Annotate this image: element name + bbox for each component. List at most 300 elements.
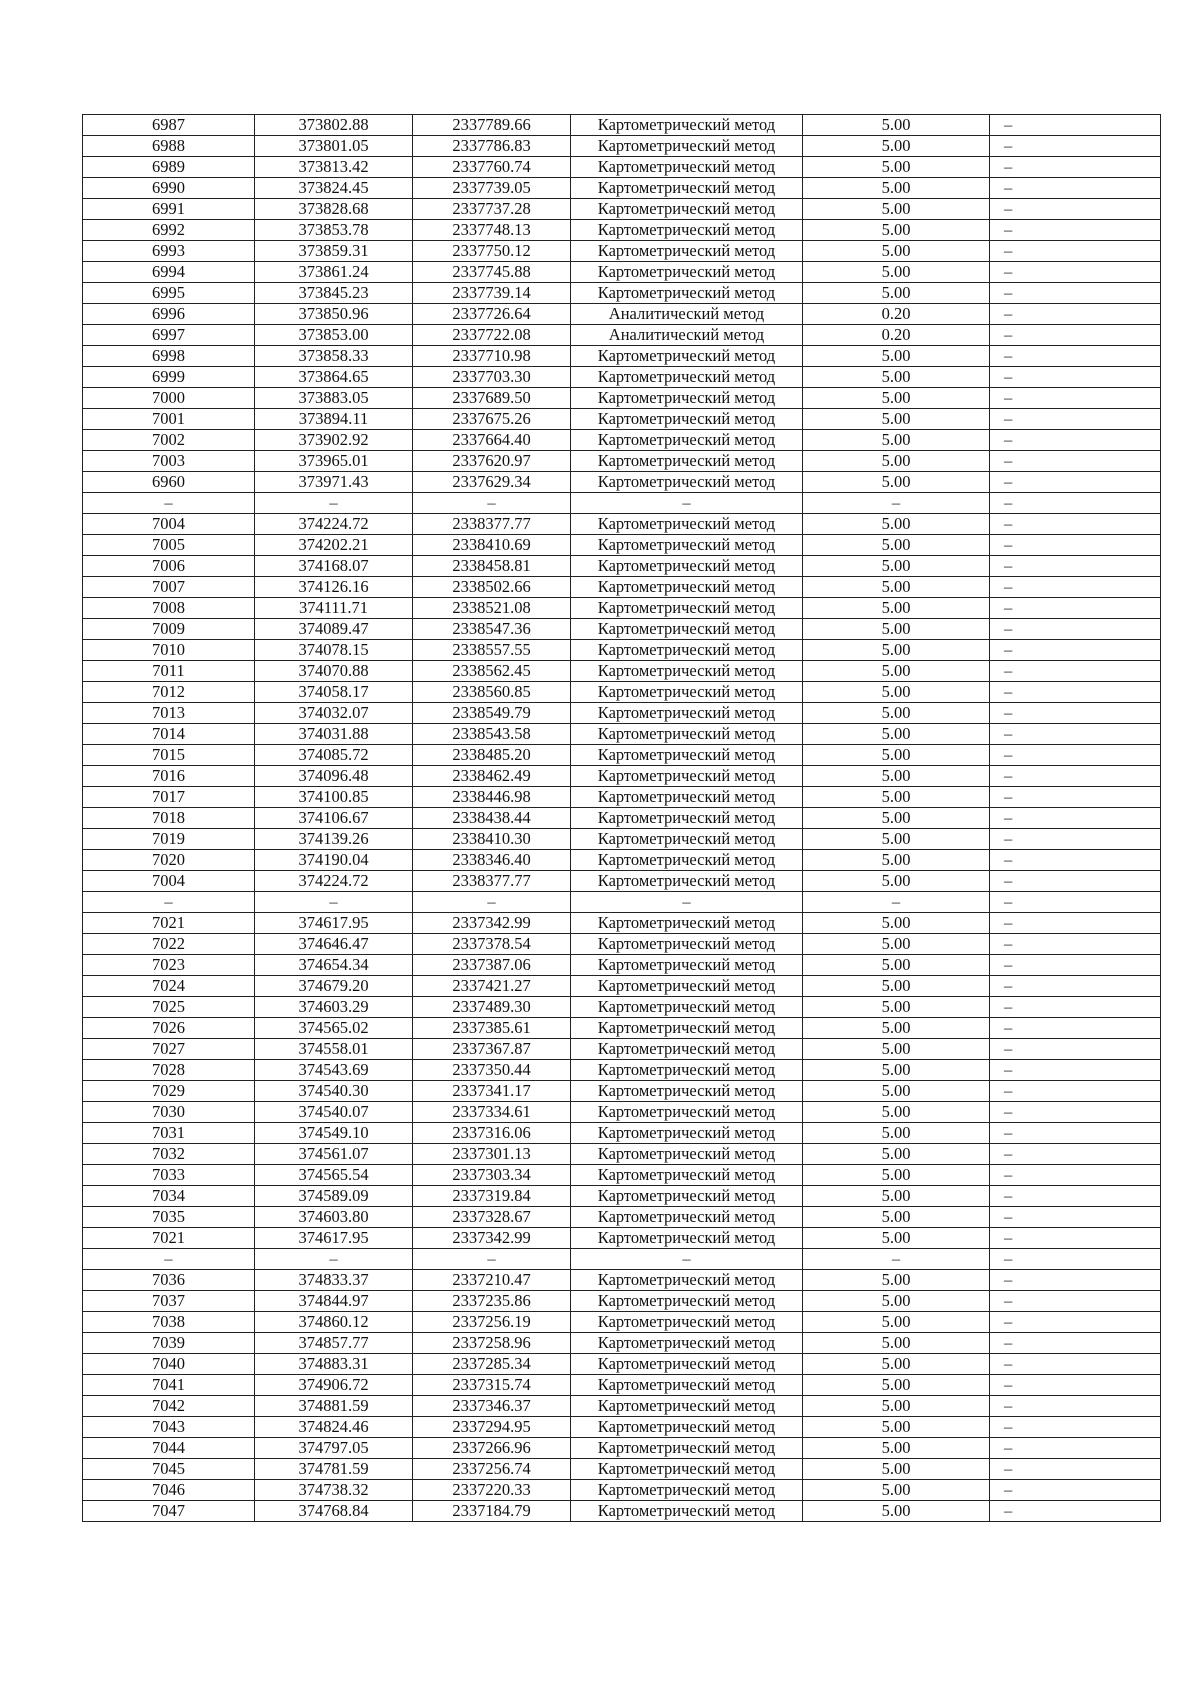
table-row: [83, 1270, 1161, 1291]
accuracy-cell: 5.00: [803, 808, 990, 829]
extra-cell: –: [990, 640, 1161, 661]
point-number-cell: 7034: [83, 1186, 255, 1207]
accuracy-cell: 5.00: [803, 1144, 990, 1165]
accuracy-cell: 5.00: [803, 220, 990, 241]
extra-cell: –: [990, 1081, 1161, 1102]
y-coordinate-cell: –: [413, 493, 571, 514]
table-row: [83, 1102, 1161, 1123]
x-coordinate-cell: 374654.34: [255, 955, 413, 976]
table-row: [83, 703, 1161, 724]
x-coordinate-cell: 374833.37: [255, 1270, 413, 1291]
extra-cell: –: [990, 1207, 1161, 1228]
point-number-cell: 6995: [83, 283, 255, 304]
accuracy-cell: 5.00: [803, 1102, 990, 1123]
x-coordinate-cell: 373858.33: [255, 346, 413, 367]
x-coordinate-cell: 374126.16: [255, 577, 413, 598]
point-number-cell: –: [83, 493, 255, 514]
y-coordinate-cell: 2337385.61: [413, 1018, 571, 1039]
accuracy-cell: 5.00: [803, 451, 990, 472]
method-cell: Картометрический метод: [571, 472, 803, 493]
extra-cell: –: [990, 472, 1161, 493]
x-coordinate-cell: 374881.59: [255, 1396, 413, 1417]
y-coordinate-cell: 2338485.20: [413, 745, 571, 766]
method-cell: Картометрический метод: [571, 619, 803, 640]
accuracy-cell: 5.00: [803, 1018, 990, 1039]
separator-row: [83, 1249, 1161, 1270]
accuracy-cell: 5.00: [803, 640, 990, 661]
table-row: [83, 1354, 1161, 1375]
x-coordinate-cell: 374058.17: [255, 682, 413, 703]
accuracy-cell: 5.00: [803, 703, 990, 724]
x-coordinate-cell: 374224.72: [255, 871, 413, 892]
accuracy-cell: 5.00: [803, 661, 990, 682]
method-cell: Картометрический метод: [571, 514, 803, 535]
accuracy-cell: 5.00: [803, 1354, 990, 1375]
extra-cell: –: [990, 409, 1161, 430]
y-coordinate-cell: 2337739.14: [413, 283, 571, 304]
accuracy-cell: 5.00: [803, 1123, 990, 1144]
extra-cell: –: [990, 157, 1161, 178]
accuracy-cell: 5.00: [803, 514, 990, 535]
point-number-cell: 7032: [83, 1144, 255, 1165]
point-number-cell: 7039: [83, 1333, 255, 1354]
extra-cell: –: [990, 514, 1161, 535]
table-row: [83, 1186, 1161, 1207]
extra-cell: –: [990, 997, 1161, 1018]
extra-cell: –: [990, 1249, 1161, 1270]
method-cell: Картометрический метод: [571, 829, 803, 850]
table-row: [83, 136, 1161, 157]
method-cell: Картометрический метод: [571, 1270, 803, 1291]
y-coordinate-cell: 2337220.33: [413, 1480, 571, 1501]
y-coordinate-cell: 2337303.34: [413, 1165, 571, 1186]
accuracy-cell: 5.00: [803, 367, 990, 388]
x-coordinate-cell: 374558.01: [255, 1039, 413, 1060]
table-row: [83, 1081, 1161, 1102]
extra-cell: –: [990, 493, 1161, 514]
separator-row: [83, 493, 1161, 514]
y-coordinate-cell: 2338458.81: [413, 556, 571, 577]
x-coordinate-cell: 374190.04: [255, 850, 413, 871]
accuracy-cell: 5.00: [803, 136, 990, 157]
point-number-cell: 6989: [83, 157, 255, 178]
point-number-cell: 7007: [83, 577, 255, 598]
point-number-cell: 7047: [83, 1501, 255, 1522]
table-row: [83, 724, 1161, 745]
y-coordinate-cell: 2337750.12: [413, 241, 571, 262]
extra-cell: –: [990, 808, 1161, 829]
method-cell: Картометрический метод: [571, 262, 803, 283]
y-coordinate-cell: 2337210.47: [413, 1270, 571, 1291]
table-row: [83, 241, 1161, 262]
point-number-cell: 6992: [83, 220, 255, 241]
method-cell: Картометрический метод: [571, 1354, 803, 1375]
y-coordinate-cell: 2337710.98: [413, 346, 571, 367]
extra-cell: –: [990, 241, 1161, 262]
method-cell: –: [571, 1249, 803, 1270]
point-number-cell: 7009: [83, 619, 255, 640]
y-coordinate-cell: 2337703.30: [413, 367, 571, 388]
point-number-cell: 7001: [83, 409, 255, 430]
extra-cell: –: [990, 451, 1161, 472]
accuracy-cell: 5.00: [803, 577, 990, 598]
accuracy-cell: 5.00: [803, 115, 990, 136]
y-coordinate-cell: 2338462.49: [413, 766, 571, 787]
method-cell: Картометрический метод: [571, 1501, 803, 1522]
x-coordinate-cell: 373853.78: [255, 220, 413, 241]
x-coordinate-cell: 374768.84: [255, 1501, 413, 1522]
point-number-cell: 7004: [83, 871, 255, 892]
y-coordinate-cell: 2337258.96: [413, 1333, 571, 1354]
table-row: [83, 1501, 1161, 1522]
extra-cell: –: [990, 283, 1161, 304]
y-coordinate-cell: 2337387.06: [413, 955, 571, 976]
accuracy-cell: 5.00: [803, 1165, 990, 1186]
method-cell: Картометрический метод: [571, 1186, 803, 1207]
point-number-cell: 7000: [83, 388, 255, 409]
method-cell: Картометрический метод: [571, 1018, 803, 1039]
method-cell: Картометрический метод: [571, 1480, 803, 1501]
accuracy-cell: 5.00: [803, 178, 990, 199]
table-row: [83, 1018, 1161, 1039]
table-row: [83, 1480, 1161, 1501]
point-number-cell: 6996: [83, 304, 255, 325]
y-coordinate-cell: 2337421.27: [413, 976, 571, 997]
y-coordinate-cell: 2338410.30: [413, 829, 571, 850]
y-coordinate-cell: 2337328.67: [413, 1207, 571, 1228]
table-row: [83, 997, 1161, 1018]
extra-cell: –: [990, 1060, 1161, 1081]
method-cell: Картометрический метод: [571, 556, 803, 577]
extra-cell: –: [990, 262, 1161, 283]
table-row: [83, 913, 1161, 934]
point-number-cell: 6999: [83, 367, 255, 388]
method-cell: Картометрический метод: [571, 1165, 803, 1186]
x-coordinate-cell: 374168.07: [255, 556, 413, 577]
extra-cell: –: [990, 1354, 1161, 1375]
extra-cell: –: [990, 1333, 1161, 1354]
y-coordinate-cell: 2337620.97: [413, 451, 571, 472]
x-coordinate-cell: 374646.47: [255, 934, 413, 955]
table-row: [83, 451, 1161, 472]
x-coordinate-cell: 374797.05: [255, 1438, 413, 1459]
accuracy-cell: 5.00: [803, 346, 990, 367]
accuracy-cell: 5.00: [803, 241, 990, 262]
y-coordinate-cell: 2338346.40: [413, 850, 571, 871]
x-coordinate-cell: 374679.20: [255, 976, 413, 997]
method-cell: Картометрический метод: [571, 787, 803, 808]
y-coordinate-cell: 2337737.28: [413, 199, 571, 220]
x-coordinate-cell: 374111.71: [255, 598, 413, 619]
extra-cell: –: [990, 745, 1161, 766]
method-cell: Аналитический метод: [571, 325, 803, 346]
y-coordinate-cell: 2337489.30: [413, 997, 571, 1018]
extra-cell: –: [990, 1396, 1161, 1417]
extra-cell: –: [990, 661, 1161, 682]
extra-cell: –: [990, 619, 1161, 640]
point-number-cell: 7043: [83, 1417, 255, 1438]
point-number-cell: 7013: [83, 703, 255, 724]
table-row: [83, 1291, 1161, 1312]
x-coordinate-cell: 374860.12: [255, 1312, 413, 1333]
method-cell: Картометрический метод: [571, 871, 803, 892]
table-row: [83, 1438, 1161, 1459]
table-row: [83, 619, 1161, 640]
y-coordinate-cell: 2337316.06: [413, 1123, 571, 1144]
accuracy-cell: 5.00: [803, 1396, 990, 1417]
method-cell: Картометрический метод: [571, 241, 803, 262]
method-cell: Картометрический метод: [571, 703, 803, 724]
x-coordinate-cell: 374224.72: [255, 514, 413, 535]
point-number-cell: 6993: [83, 241, 255, 262]
method-cell: Картометрический метод: [571, 1060, 803, 1081]
x-coordinate-cell: 373894.11: [255, 409, 413, 430]
extra-cell: –: [990, 1501, 1161, 1522]
extra-cell: –: [990, 535, 1161, 556]
table-row: [83, 829, 1161, 850]
point-number-cell: 7010: [83, 640, 255, 661]
x-coordinate-cell: 374202.21: [255, 535, 413, 556]
y-coordinate-cell: 2338377.77: [413, 871, 571, 892]
accuracy-cell: 5.00: [803, 976, 990, 997]
table-row: [83, 304, 1161, 325]
point-number-cell: 7033: [83, 1165, 255, 1186]
method-cell: Картометрический метод: [571, 178, 803, 199]
table-row: [83, 1312, 1161, 1333]
x-coordinate-cell: 373801.05: [255, 136, 413, 157]
x-coordinate-cell: –: [255, 892, 413, 913]
y-coordinate-cell: 2338502.66: [413, 577, 571, 598]
x-coordinate-cell: 374100.85: [255, 787, 413, 808]
point-number-cell: 7041: [83, 1375, 255, 1396]
x-coordinate-cell: 374070.88: [255, 661, 413, 682]
table-row: [83, 661, 1161, 682]
method-cell: Картометрический метод: [571, 1102, 803, 1123]
extra-cell: –: [990, 577, 1161, 598]
table-row: [83, 157, 1161, 178]
method-cell: Картометрический метод: [571, 283, 803, 304]
extra-cell: –: [990, 367, 1161, 388]
accuracy-cell: 5.00: [803, 850, 990, 871]
method-cell: Аналитический метод: [571, 304, 803, 325]
y-coordinate-cell: 2338410.69: [413, 535, 571, 556]
separator-row: [83, 892, 1161, 913]
x-coordinate-cell: 373845.23: [255, 283, 413, 304]
x-coordinate-cell: 373850.96: [255, 304, 413, 325]
point-number-cell: 7045: [83, 1459, 255, 1480]
method-cell: Картометрический метод: [571, 1081, 803, 1102]
x-coordinate-cell: –: [255, 1249, 413, 1270]
point-number-cell: 7025: [83, 997, 255, 1018]
accuracy-cell: 5.00: [803, 934, 990, 955]
table-row: [83, 1060, 1161, 1081]
accuracy-cell: –: [803, 1249, 990, 1270]
x-coordinate-cell: 374089.47: [255, 619, 413, 640]
method-cell: Картометрический метод: [571, 724, 803, 745]
extra-cell: –: [990, 1375, 1161, 1396]
method-cell: Картометрический метод: [571, 430, 803, 451]
point-number-cell: 6998: [83, 346, 255, 367]
method-cell: Картометрический метод: [571, 220, 803, 241]
y-coordinate-cell: 2338521.08: [413, 598, 571, 619]
accuracy-cell: 5.00: [803, 829, 990, 850]
y-coordinate-cell: 2337739.05: [413, 178, 571, 199]
x-coordinate-cell: 374617.95: [255, 1228, 413, 1249]
extra-cell: –: [990, 346, 1161, 367]
x-coordinate-cell: 373883.05: [255, 388, 413, 409]
accuracy-cell: 5.00: [803, 1312, 990, 1333]
accuracy-cell: 5.00: [803, 787, 990, 808]
accuracy-cell: 5.00: [803, 409, 990, 430]
y-coordinate-cell: 2337745.88: [413, 262, 571, 283]
coordinates-table-body: [83, 115, 1161, 1522]
table-row: [83, 1228, 1161, 1249]
y-coordinate-cell: 2337184.79: [413, 1501, 571, 1522]
y-coordinate-cell: 2337301.13: [413, 1144, 571, 1165]
point-number-cell: 7015: [83, 745, 255, 766]
y-coordinate-cell: 2337294.95: [413, 1417, 571, 1438]
point-number-cell: 7003: [83, 451, 255, 472]
method-cell: Картометрический метод: [571, 535, 803, 556]
x-coordinate-cell: 374078.15: [255, 640, 413, 661]
x-coordinate-cell: 373853.00: [255, 325, 413, 346]
table-row: [83, 640, 1161, 661]
table-row: [83, 514, 1161, 535]
extra-cell: –: [990, 1291, 1161, 1312]
x-coordinate-cell: 373971.43: [255, 472, 413, 493]
point-number-cell: 7016: [83, 766, 255, 787]
x-coordinate-cell: 374617.95: [255, 913, 413, 934]
accuracy-cell: 5.00: [803, 955, 990, 976]
x-coordinate-cell: 373902.92: [255, 430, 413, 451]
table-row: [83, 787, 1161, 808]
method-cell: Картометрический метод: [571, 157, 803, 178]
accuracy-cell: 5.00: [803, 1207, 990, 1228]
extra-cell: –: [990, 1144, 1161, 1165]
point-number-cell: –: [83, 892, 255, 913]
extra-cell: –: [990, 598, 1161, 619]
extra-cell: –: [990, 1039, 1161, 1060]
extra-cell: –: [990, 1186, 1161, 1207]
point-number-cell: 7018: [83, 808, 255, 829]
y-coordinate-cell: 2337256.19: [413, 1312, 571, 1333]
y-coordinate-cell: 2337256.74: [413, 1459, 571, 1480]
extra-cell: –: [990, 1123, 1161, 1144]
point-number-cell: 7031: [83, 1123, 255, 1144]
table-row: [83, 598, 1161, 619]
table-row: [83, 955, 1161, 976]
y-coordinate-cell: 2337235.86: [413, 1291, 571, 1312]
table-row: [83, 1459, 1161, 1480]
accuracy-cell: 0.20: [803, 304, 990, 325]
accuracy-cell: 5.00: [803, 388, 990, 409]
x-coordinate-cell: –: [255, 493, 413, 514]
accuracy-cell: 5.00: [803, 556, 990, 577]
table-row: [83, 1375, 1161, 1396]
x-coordinate-cell: 374549.10: [255, 1123, 413, 1144]
table-row: [83, 283, 1161, 304]
extra-cell: –: [990, 934, 1161, 955]
accuracy-cell: 5.00: [803, 766, 990, 787]
point-number-cell: 7005: [83, 535, 255, 556]
y-coordinate-cell: 2338560.85: [413, 682, 571, 703]
point-number-cell: 7024: [83, 976, 255, 997]
extra-cell: –: [990, 115, 1161, 136]
point-number-cell: 7030: [83, 1102, 255, 1123]
y-coordinate-cell: 2337342.99: [413, 1228, 571, 1249]
table-row: [83, 1039, 1161, 1060]
accuracy-cell: –: [803, 892, 990, 913]
x-coordinate-cell: 374096.48: [255, 766, 413, 787]
method-cell: Картометрический метод: [571, 388, 803, 409]
method-cell: Картометрический метод: [571, 682, 803, 703]
table-row: [83, 388, 1161, 409]
y-coordinate-cell: 2337786.83: [413, 136, 571, 157]
point-number-cell: 7008: [83, 598, 255, 619]
table-row: [83, 472, 1161, 493]
y-coordinate-cell: 2337315.74: [413, 1375, 571, 1396]
point-number-cell: 7011: [83, 661, 255, 682]
table-row: [83, 220, 1161, 241]
accuracy-cell: 5.00: [803, 1060, 990, 1081]
method-cell: Картометрический метод: [571, 745, 803, 766]
y-coordinate-cell: 2338438.44: [413, 808, 571, 829]
x-coordinate-cell: 374139.26: [255, 829, 413, 850]
point-number-cell: 7017: [83, 787, 255, 808]
extra-cell: –: [990, 178, 1161, 199]
point-number-cell: 7029: [83, 1081, 255, 1102]
table-row: [83, 766, 1161, 787]
extra-cell: –: [990, 220, 1161, 241]
method-cell: Картометрический метод: [571, 136, 803, 157]
x-coordinate-cell: 374565.54: [255, 1165, 413, 1186]
extra-cell: –: [990, 199, 1161, 220]
extra-cell: –: [990, 913, 1161, 934]
point-number-cell: 7035: [83, 1207, 255, 1228]
method-cell: Картометрический метод: [571, 661, 803, 682]
table-row: [83, 1207, 1161, 1228]
accuracy-cell: 5.00: [803, 997, 990, 1018]
point-number-cell: 7046: [83, 1480, 255, 1501]
y-coordinate-cell: 2337367.87: [413, 1039, 571, 1060]
accuracy-cell: 5.00: [803, 913, 990, 934]
accuracy-cell: 5.00: [803, 472, 990, 493]
extra-cell: –: [990, 787, 1161, 808]
accuracy-cell: 5.00: [803, 1291, 990, 1312]
extra-cell: –: [990, 1018, 1161, 1039]
extra-cell: –: [990, 892, 1161, 913]
accuracy-cell: 5.00: [803, 1228, 990, 1249]
table-row: [83, 367, 1161, 388]
method-cell: Картометрический метод: [571, 1438, 803, 1459]
accuracy-cell: 5.00: [803, 1270, 990, 1291]
y-coordinate-cell: 2337334.61: [413, 1102, 571, 1123]
point-number-cell: 6990: [83, 178, 255, 199]
table-row: [83, 556, 1161, 577]
extra-cell: –: [990, 766, 1161, 787]
y-coordinate-cell: 2337664.40: [413, 430, 571, 451]
method-cell: Картометрический метод: [571, 850, 803, 871]
table-row: [83, 430, 1161, 451]
table-row: [83, 325, 1161, 346]
extra-cell: –: [990, 1312, 1161, 1333]
x-coordinate-cell: 374085.72: [255, 745, 413, 766]
method-cell: Картометрический метод: [571, 640, 803, 661]
accuracy-cell: 5.00: [803, 1459, 990, 1480]
method-cell: Картометрический метод: [571, 808, 803, 829]
x-coordinate-cell: 374032.07: [255, 703, 413, 724]
method-cell: Картометрический метод: [571, 976, 803, 997]
